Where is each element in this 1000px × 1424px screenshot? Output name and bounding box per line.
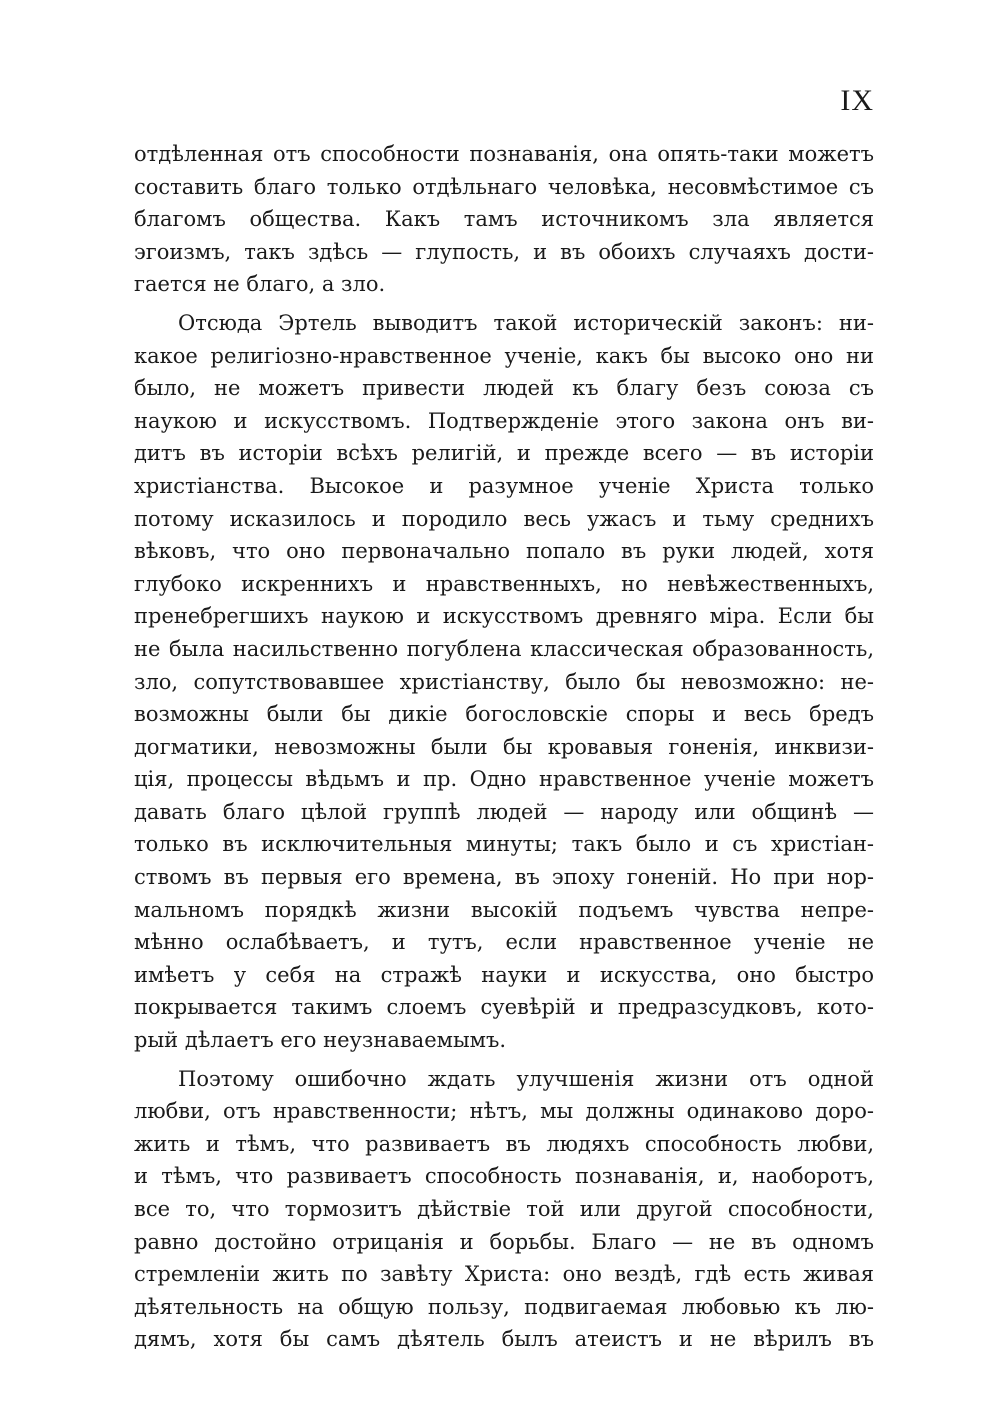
- text-line: стремленіи жить по завѣту Христа: оно вездѣ, гдѣ есть живая: [134, 1262, 874, 1287]
- page-number: IX: [840, 84, 874, 117]
- text-line: составить благо только отдѣльнаго человѣка, несовмѣстимое съ: [134, 174, 874, 199]
- text-line: мальномъ порядкѣ жизни высокій подъемъ чувства непре-: [134, 897, 874, 922]
- paragraph: [134, 138, 874, 301]
- text-line: наукою и искусствомъ. Подтвержденіе этого закона онъ ви-: [134, 408, 874, 433]
- text-line: ція, процессы вѣдьмъ и пр. Одно нравственное ученіе можетъ: [134, 767, 874, 792]
- text-line: потому исказилось и породило весь ужасъ и тьму среднихъ: [134, 506, 874, 531]
- text-line: догматики, невозможны были бы кровавыя гоненія, инквизи-: [134, 734, 874, 759]
- text-line: только въ исключительныя минуты; такъ было и съ христіан-: [134, 832, 874, 857]
- text-line: какое религіозно-нравственное ученіе, какъ бы высоко оно ни: [134, 343, 874, 368]
- text-line: эгоизмъ, такъ здѣсь — глупость, и въ обоихъ случаяхъ дости-: [134, 239, 874, 264]
- text-line: давать благо цѣлой группѣ людей — народу или общинѣ —: [134, 799, 874, 824]
- text-line: гается не благо, а зло.: [134, 272, 386, 297]
- text-line: мѣнно ослабѣваетъ, и тутъ, если нравственное ученіе не: [134, 930, 874, 955]
- text-line: не была насильственно погублена классическая образованность,: [134, 636, 874, 661]
- text-line: рый дѣлаетъ его неузнаваемымъ.: [134, 1028, 507, 1053]
- text-line: и тѣмъ, что развиваетъ способность познаванія, и, наоборотъ,: [134, 1164, 874, 1189]
- text-line: жить и тѣмъ, что развиваетъ въ людяхъ способность любви,: [134, 1131, 874, 1156]
- text-line: все то, что тормозитъ дѣйствіе той или другой способности,: [134, 1197, 874, 1221]
- text-line: отдѣленная отъ способности познаванія, она опять-таки можетъ: [134, 142, 874, 166]
- text-line: Поэтому ошибочно ждать улучшенія жизни отъ одной: [178, 1066, 874, 1091]
- text-line: Отсюда Эртель выводитъ такой историческій законъ: ни-: [178, 310, 874, 335]
- paragraph: [134, 1063, 874, 1356]
- text-line: покрывается такимъ слоемъ суевѣрій и предразсудковъ, кото-: [134, 995, 874, 1020]
- text-line: ствомъ въ первыя его времена, въ эпоху гоненій. Но при нор-: [134, 865, 874, 890]
- text-line: пренебрегшихъ наукою и искусствомъ древняго міра. Если бы: [134, 604, 874, 629]
- page-body: [134, 138, 874, 1356]
- text-line: дитъ въ исторіи всѣхъ религій, и прежде всего — въ исторіи: [134, 441, 874, 466]
- paragraph: [134, 307, 874, 1057]
- text-line: глубоко искреннихъ и нравственныхъ, но невѣжественныхъ,: [134, 571, 874, 596]
- text-line: имѣетъ у себя на стражѣ науки и искусства, оно быстро: [134, 962, 874, 987]
- text-line: было, не можетъ привести людей къ благу безъ союза съ: [134, 376, 874, 401]
- text-line: вѣковъ, что оно первоначально попало въ руки людей, хотя: [134, 539, 874, 564]
- text-line: возможны были бы дикіе богословскіе споры и весь бредъ: [134, 702, 874, 727]
- text-line: благомъ общества. Какъ тамъ источникомъ зла является: [134, 207, 874, 232]
- text-line: дямъ, хотя бы самъ дѣятель былъ атеистъ и не вѣрилъ въ: [134, 1327, 874, 1352]
- text-line: зло, сопутствовавшее христіанству, было бы невозможно: не-: [134, 669, 874, 694]
- text-line: христіанства. Высокое и разумное ученіе Христа только: [134, 473, 874, 498]
- text-line: дѣятельность на общую пользу, подвигаемая любовью къ лю-: [134, 1294, 874, 1319]
- text-line: равно достойно отрицанія и борьбы. Благо — не въ одномъ: [134, 1229, 874, 1254]
- text-line: любви, отъ нравственности; нѣтъ, мы должны одинаково доро-: [134, 1099, 874, 1124]
